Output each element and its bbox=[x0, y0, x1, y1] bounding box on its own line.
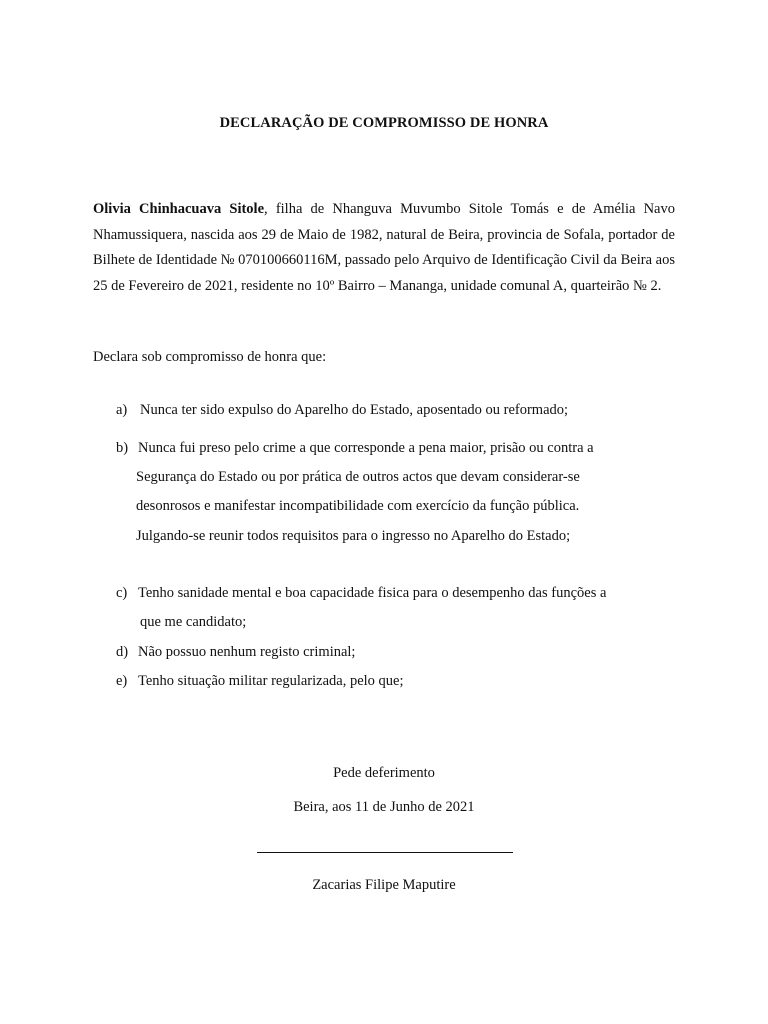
list-marker: d) bbox=[116, 644, 129, 660]
signature-line bbox=[257, 852, 513, 853]
list-marker: a) bbox=[116, 402, 128, 418]
declaration-lead: Declara sob compromisso de honra que: bbox=[93, 349, 327, 365]
closing-text: Pede deferimento bbox=[333, 765, 435, 781]
list-marker: e) bbox=[116, 673, 128, 689]
declarant-name: Olivia Chinhacuava Sitole bbox=[93, 201, 265, 217]
list-item-d bbox=[116, 644, 355, 661]
list-item-c bbox=[116, 585, 606, 602]
list-item-e bbox=[116, 673, 404, 690]
list-item-b-line-2: Segurança do Estado ou por prática de outros actos que devam considerar-se bbox=[136, 469, 580, 485]
document-title: DECLARAÇÃO DE COMPROMISSO DE HONRA bbox=[219, 115, 549, 131]
list-marker: b) bbox=[116, 440, 129, 456]
list-item-a bbox=[116, 402, 568, 419]
intro-paragraph bbox=[93, 197, 675, 299]
list-item-b-line-3: desonrosos e manifestar incompatibilidade com exercício da função pública. bbox=[136, 498, 580, 514]
signatory-name: Zacarias Filipe Maputire bbox=[312, 877, 456, 893]
list-marker: c) bbox=[116, 585, 128, 601]
list-item-c-line-2: que me candidato; bbox=[140, 614, 247, 630]
list-item-b-line-4: Julgando-se reunir todos requisitos para o ingresso no Aparelho do Estado; bbox=[136, 528, 571, 544]
intro-text: , filha de Nhanguva Muvumbo Sitole Tomás e de Amélia Navo Nhamussiquera, nascida aos 29 de Maio de 1982, natural de Beira, provincia de Sofala, portador de Bilhete de Identidade № 070100660116M, passado pelo Arquivo de Identificação Civil da Beira aos 25 de Fevereiro de 2021, residente no 10º Bairro – Mananga, unidade comunal A, quarteirão № 2. bbox=[93, 201, 675, 294]
list-item-text: Tenho situação militar regularizada, pelo que; bbox=[138, 673, 404, 689]
list-item-text: Tenho sanidade mental e boa capacidade fisica para o desempenho das funções a bbox=[138, 585, 607, 601]
place-date: Beira, aos 11 de Junho de 2021 bbox=[293, 799, 475, 815]
list-item-text: Nunca ter sido expulso do Aparelho do Estado, aposentado ou reformado; bbox=[140, 402, 569, 418]
list-item-text: Nunca fui preso pelo crime a que corresponde a pena maior, prisão ou contra a bbox=[138, 440, 594, 456]
list-item-text: Não possuo nenhum registo criminal; bbox=[138, 644, 356, 660]
list-item-b bbox=[116, 440, 594, 457]
